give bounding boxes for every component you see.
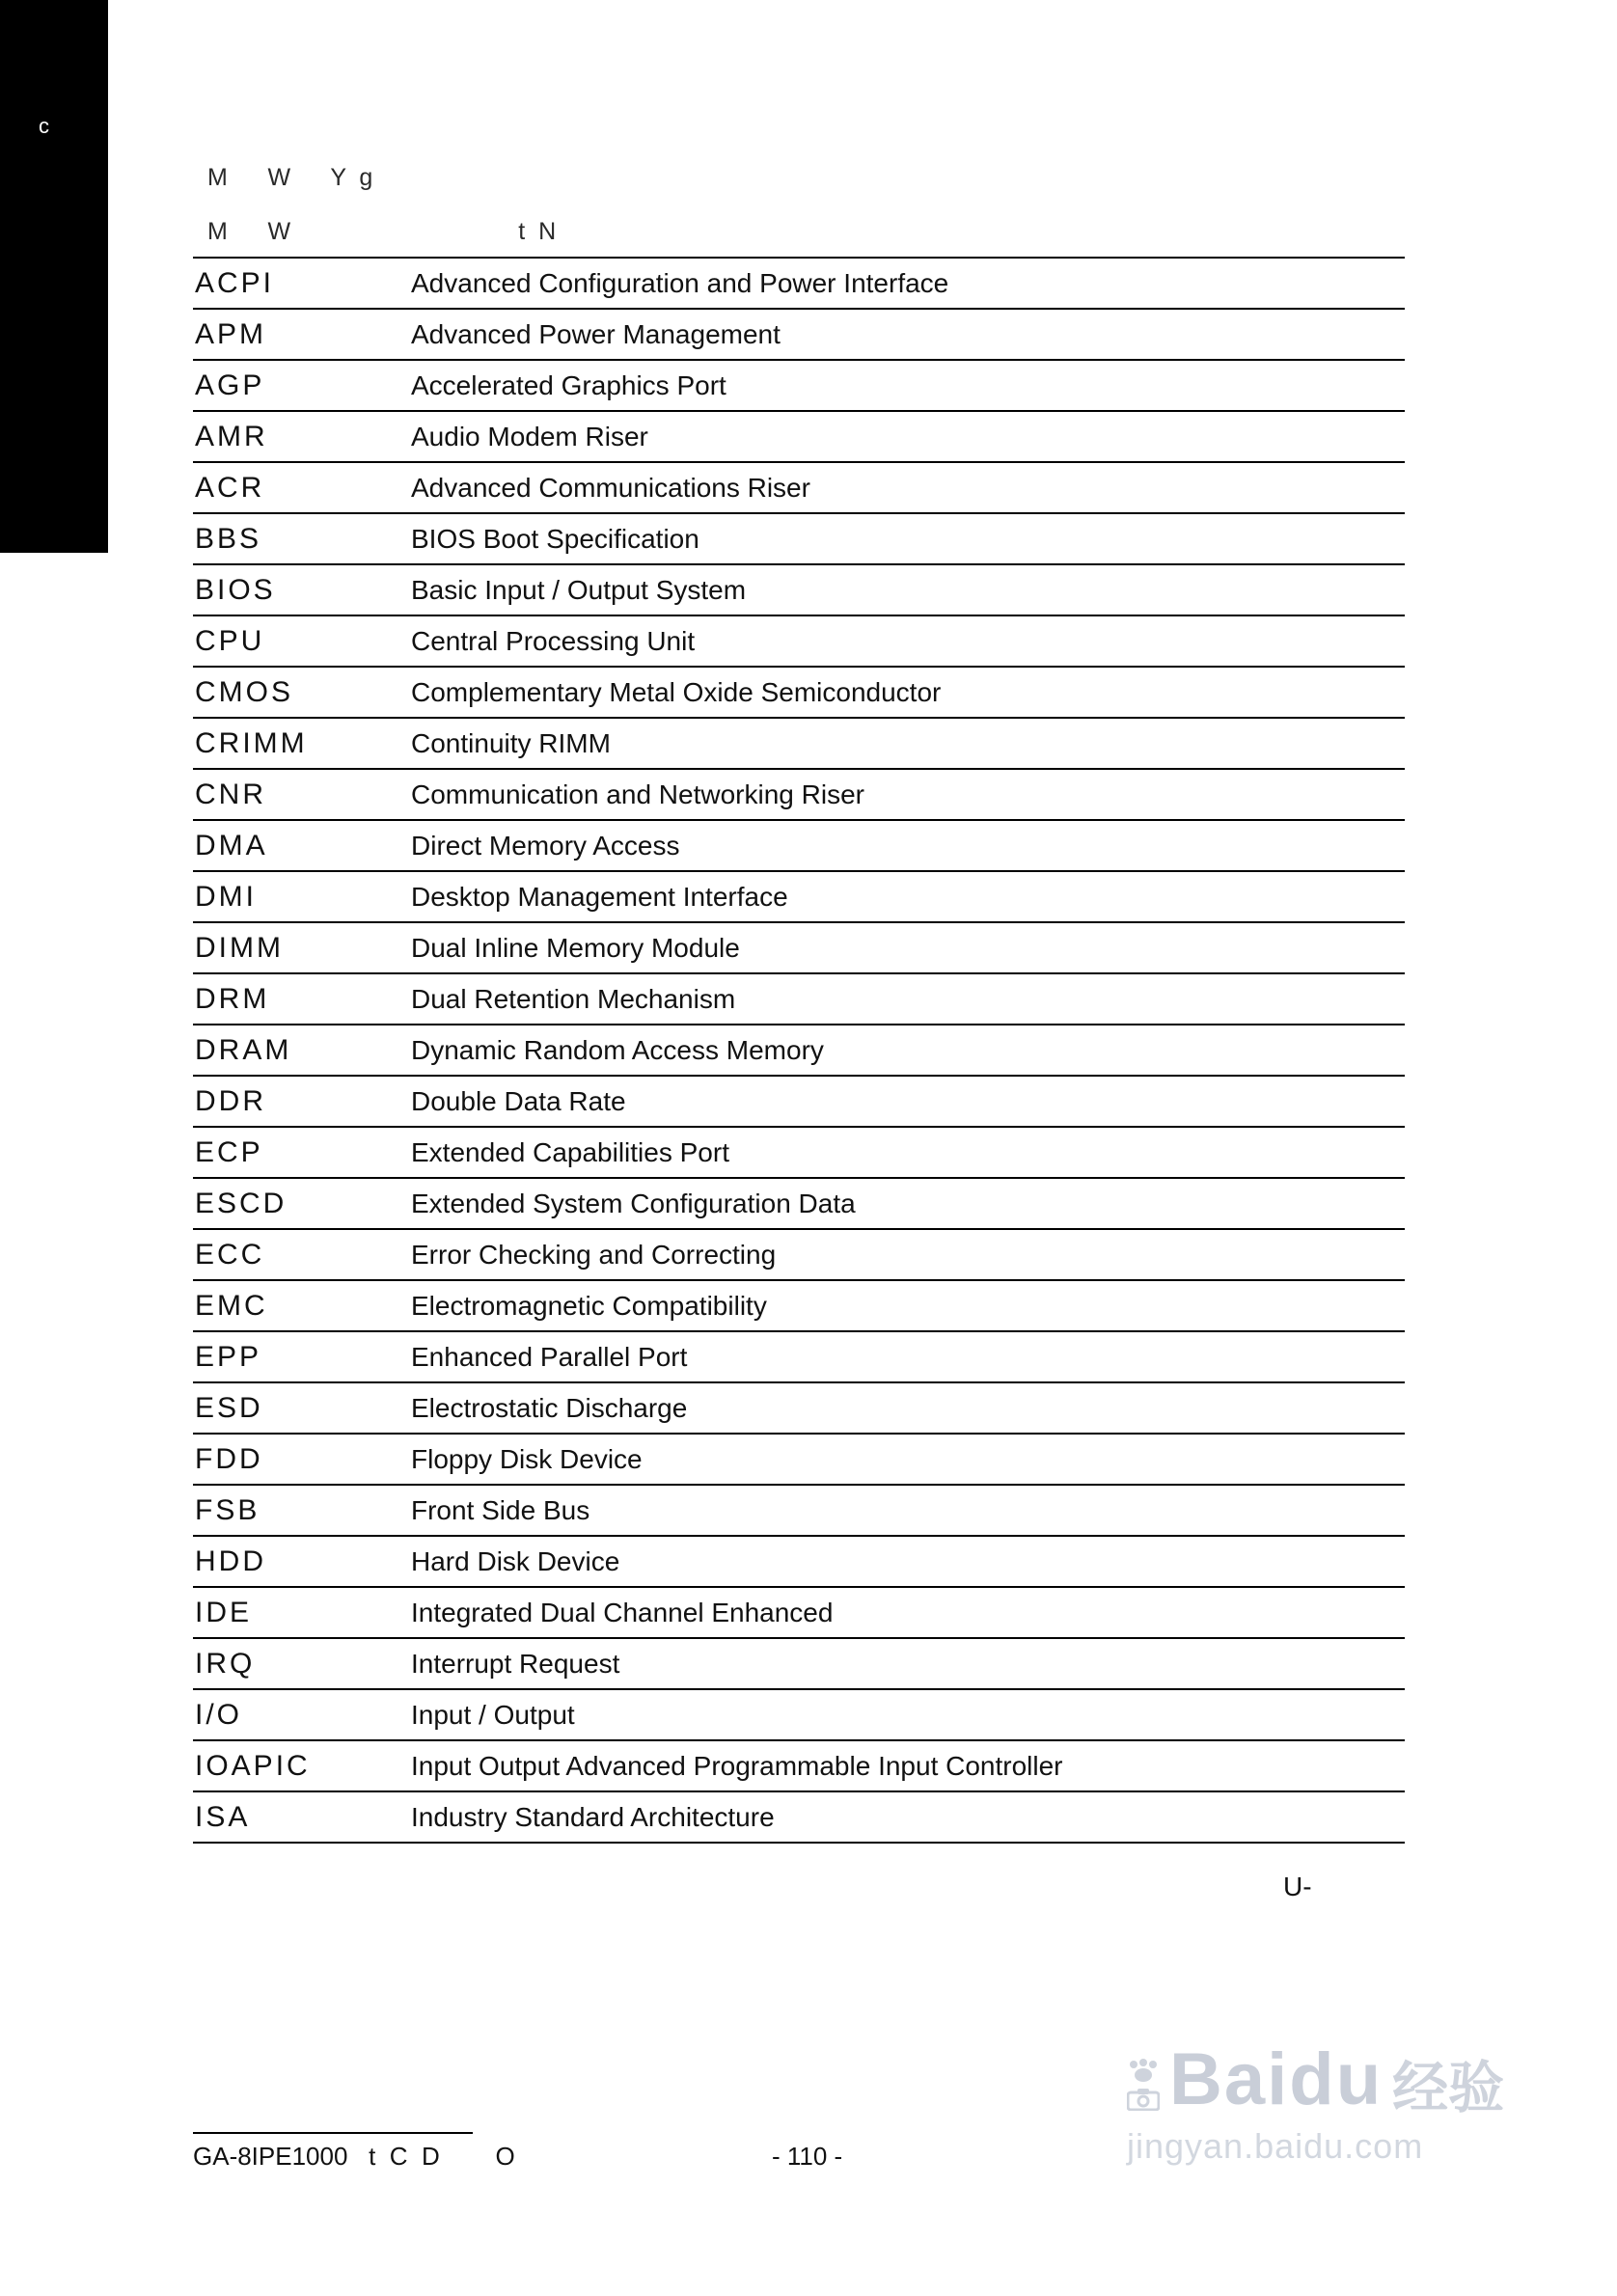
- table-row: [193, 309, 1405, 360]
- acronym-cell: DDR: [193, 1076, 411, 1127]
- meaning-cell: Electrostatic Discharge: [411, 1382, 1405, 1434]
- table-row: [193, 513, 1405, 564]
- meaning-cell: Dynamic Random Access Memory: [411, 1025, 1405, 1076]
- acronym-cell: EPP: [193, 1331, 411, 1382]
- meaning-cell: Basic Input / Output System: [411, 564, 1405, 615]
- acronym-cell: ACR: [193, 462, 411, 513]
- watermark: [1127, 2038, 1505, 2167]
- footer-rule: [193, 2132, 473, 2134]
- table-row: [193, 360, 1405, 411]
- meaning-cell: Extended System Configuration Data: [411, 1178, 1405, 1229]
- table-row: [193, 462, 1405, 513]
- meaning-cell: Interrupt Request: [411, 1638, 1405, 1689]
- acronym-cell: EMC: [193, 1280, 411, 1331]
- meaning-cell: Electromagnetic Compatibility: [411, 1280, 1405, 1331]
- acronym-cell: IDE: [193, 1587, 411, 1638]
- table-row: [193, 1076, 1405, 1127]
- table-row: [193, 1025, 1405, 1076]
- meaning-cell: Error Checking and Correcting: [411, 1229, 1405, 1280]
- table-row: [193, 718, 1405, 769]
- meaning-cell: Continuity RIMM: [411, 718, 1405, 769]
- chapter-tab-letter: c: [39, 114, 49, 138]
- table-row: [193, 973, 1405, 1025]
- table-row: [193, 1791, 1405, 1843]
- meaning-cell: Extended Capabilities Port: [411, 1127, 1405, 1178]
- table-row: [193, 1587, 1405, 1638]
- meaning-cell: Audio Modem Riser: [411, 411, 1405, 462]
- header-line-2: M W t N: [207, 218, 557, 245]
- camera-icon: [1127, 2088, 1160, 2111]
- acronym-cell: DIMM: [193, 922, 411, 973]
- meaning-cell: Dual Retention Mechanism: [411, 973, 1405, 1025]
- table-row: [193, 1331, 1405, 1382]
- table-row: [193, 1229, 1405, 1280]
- acronym-cell: DMA: [193, 820, 411, 871]
- acronym-cell: FDD: [193, 1434, 411, 1485]
- acronym-cell: ISA: [193, 1791, 411, 1843]
- meaning-cell: Advanced Communications Riser: [411, 462, 1405, 513]
- acronym-cell: CRIMM: [193, 718, 411, 769]
- acronym-cell: ESD: [193, 1382, 411, 1434]
- watermark-icons: [1127, 2059, 1160, 2117]
- meaning-cell: Central Processing Unit: [411, 615, 1405, 667]
- meaning-cell: Desktop Management Interface: [411, 871, 1405, 922]
- acronym-cell: HDD: [193, 1536, 411, 1587]
- header-line-1: M W Y g: [207, 164, 373, 191]
- acronym-cell: ECC: [193, 1229, 411, 1280]
- meaning-cell: Hard Disk Device: [411, 1536, 1405, 1587]
- meaning-cell: BIOS Boot Specification: [411, 513, 1405, 564]
- table-row: [193, 1382, 1405, 1434]
- table-row: [193, 1740, 1405, 1791]
- acronym-cell: ACPI: [193, 258, 411, 309]
- meaning-cell: Complementary Metal Oxide Semiconductor: [411, 667, 1405, 718]
- page-number: - 110 -: [772, 2142, 843, 2171]
- meaning-cell: Input / Output: [411, 1689, 1405, 1740]
- table-row: [193, 1689, 1405, 1740]
- acronym-cell: I/O: [193, 1689, 411, 1740]
- table-row: [193, 922, 1405, 973]
- acronym-cell: IOAPIC: [193, 1740, 411, 1791]
- table-row: [193, 1434, 1405, 1485]
- meaning-cell: Integrated Dual Channel Enhanced: [411, 1587, 1405, 1638]
- acronym-cell: BIOS: [193, 564, 411, 615]
- acronym-cell: FSB: [193, 1485, 411, 1536]
- glossary-table-body: [193, 258, 1405, 1843]
- meaning-cell: Front Side Bus: [411, 1485, 1405, 1536]
- meaning-cell: Advanced Power Management: [411, 309, 1405, 360]
- meaning-cell: Double Data Rate: [411, 1076, 1405, 1127]
- footer-model-text: GA-8IPE1000 t C D O: [193, 2142, 515, 2171]
- acronym-cell: APM: [193, 309, 411, 360]
- meaning-cell: Enhanced Parallel Port: [411, 1331, 1405, 1382]
- paw-icon: [1127, 2059, 1160, 2084]
- table-row: [193, 564, 1405, 615]
- table-row: [193, 820, 1405, 871]
- table-row: [193, 258, 1405, 309]
- acronym-cell: CMOS: [193, 667, 411, 718]
- table-row: [193, 1127, 1405, 1178]
- table-row: [193, 667, 1405, 718]
- table-row: [193, 769, 1405, 820]
- acronym-cell: ECP: [193, 1127, 411, 1178]
- acronym-cell: DRM: [193, 973, 411, 1025]
- table-row: [193, 1638, 1405, 1689]
- acronym-cell: ESCD: [193, 1178, 411, 1229]
- acronym-cell: DRAM: [193, 1025, 411, 1076]
- meaning-cell: Accelerated Graphics Port: [411, 360, 1405, 411]
- watermark-cn-text: 经验: [1392, 2057, 1505, 2119]
- table-row: [193, 615, 1405, 667]
- meaning-cell: Floppy Disk Device: [411, 1434, 1405, 1485]
- glossary-table: [193, 257, 1405, 1844]
- meaning-cell: Dual Inline Memory Module: [411, 922, 1405, 973]
- watermark-brand-text: Baidu: [1169, 2038, 1384, 2120]
- meaning-cell: Communication and Networking Riser: [411, 769, 1405, 820]
- table-row: [193, 1485, 1405, 1536]
- meaning-cell: Industry Standard Architecture: [411, 1791, 1405, 1843]
- table-row: [193, 1536, 1405, 1587]
- chapter-tab: [0, 0, 108, 553]
- table-row: [193, 1280, 1405, 1331]
- acronym-cell: CPU: [193, 615, 411, 667]
- acronym-cell: AGP: [193, 360, 411, 411]
- continuation-mark: U-: [1283, 1872, 1312, 1901]
- meaning-cell: Advanced Configuration and Power Interface: [411, 258, 1405, 309]
- table-row: [193, 411, 1405, 462]
- meaning-cell: Input Output Advanced Programmable Input Controller: [411, 1740, 1405, 1791]
- acronym-cell: IRQ: [193, 1638, 411, 1689]
- acronym-cell: CNR: [193, 769, 411, 820]
- table-row: [193, 1178, 1405, 1229]
- acronym-cell: AMR: [193, 411, 411, 462]
- meaning-cell: Direct Memory Access: [411, 820, 1405, 871]
- acronym-cell: BBS: [193, 513, 411, 564]
- watermark-url-text: jingyan.baidu.com: [1127, 2126, 1424, 2166]
- acronym-cell: DMI: [193, 871, 411, 922]
- table-row: [193, 871, 1405, 922]
